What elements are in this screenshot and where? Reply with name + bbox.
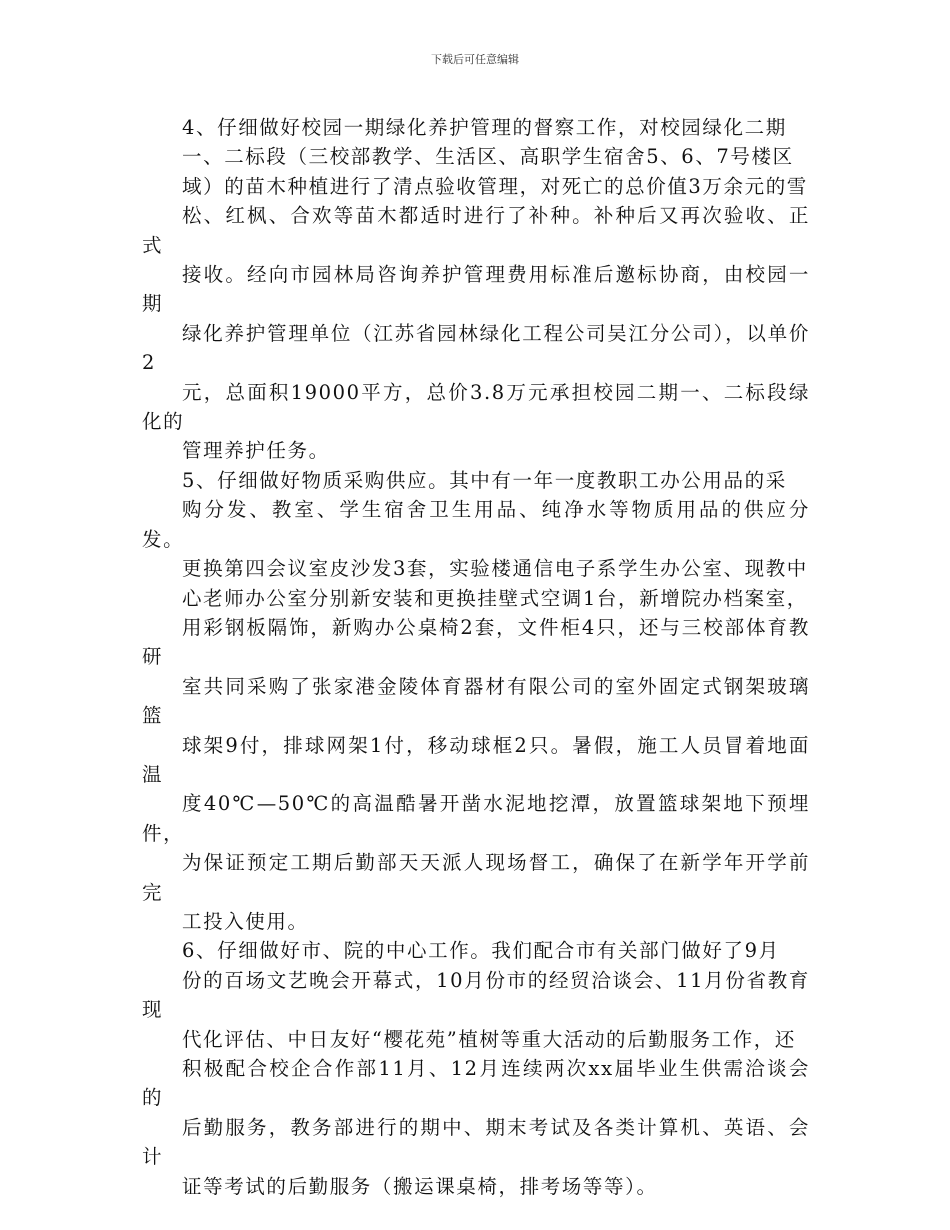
- text-line: 6、仔细做好市、院的中心工作。我们配合市有关部门做好了9月: [182, 939, 780, 963]
- text-line: 更换第四会议室皮沙发3套，实验楼通信电子系学生办公室、现教中: [182, 557, 808, 581]
- paragraph-item-5: [142, 466, 810, 937]
- text-line: 元，总面积19000平方，总价3.8万元承担校园二期一、二标段绿化的: [142, 380, 810, 434]
- paragraph-item-4: [142, 113, 810, 466]
- text-line: 绿化养护管理单位（江苏省园林绿化工程公司吴江分公司），以单价2: [142, 321, 810, 375]
- text-line: 购分发、教室、学生宿舍卫生用品、纯净水等物质用品的供应分发。: [142, 498, 810, 551]
- text-line: 工投入使用。: [182, 909, 309, 933]
- text-line: 积极配合校企合作部11月、12月连续两次xx届毕业生供需洽谈会的: [142, 1057, 810, 1110]
- text-line: 域）的苗木种植进行了清点验收管理，对死亡的总价值3万余元的雪: [182, 174, 808, 198]
- text-line: 用彩钢板隔饰，新购办公桌椅2套，文件柜4只，还与三校部体育教研: [142, 615, 810, 669]
- text-line: 度40℃—50℃的高温酷暑开凿水泥地挖潭，放置篮球架地下预埋件，: [142, 792, 810, 845]
- text-line: 为保证预定工期后勤部天天派人现场督工，确保了在新学年开学前完: [142, 851, 810, 904]
- text-line: 接收。经向市园林局咨询养护管理费用标准后邀标协商，由校园一期: [142, 263, 810, 316]
- paragraph-item-6: [142, 936, 810, 1201]
- text-line: 代化评估、中日友好“樱花苑”植树等重大活动的后勤服务工作，还: [182, 1027, 796, 1051]
- text-line: 室共同采购了张家港金陵体育器材有限公司的室外固定式钢架玻璃篮: [142, 674, 810, 728]
- text-line: 松、红枫、合欢等苗木都适时进行了补种。补种后又再次验收、正式: [142, 204, 810, 257]
- text-line: 管理养护任务。: [182, 439, 330, 463]
- text-line: 一、二标段（三校部教学、生活区、高职学生宿舍5、6、7号楼区: [182, 145, 794, 169]
- text-line: 球架9付，排球网架1付，移动球框2只。暑假，施工人员冒着地面温: [142, 733, 810, 786]
- page-header-note: 下载后可任意编辑: [431, 53, 519, 66]
- text-line: 证等考试的后勤服务（搬运课桌椅，排考场等等）。: [182, 1174, 658, 1198]
- document-body: [142, 113, 810, 1201]
- text-line: 份的百场文艺晚会开幕式，10月份市的经贸洽谈会、11月份省教育现: [142, 968, 810, 1022]
- text-line: 5、仔细做好物质采购供应。其中有一年一度教职工办公用品的采: [182, 468, 787, 492]
- text-line: 心老师办公室分别新安装和更换挂壁式空调1台，新增院办档案室，: [182, 586, 808, 610]
- text-line: 后勤服务，教务部进行的期中、期末考试及各类计算机、英语、会计: [142, 1115, 810, 1169]
- text-line: 4、仔细做好校园一期绿化养护管理的督察工作，对校园绿化二期: [182, 116, 787, 139]
